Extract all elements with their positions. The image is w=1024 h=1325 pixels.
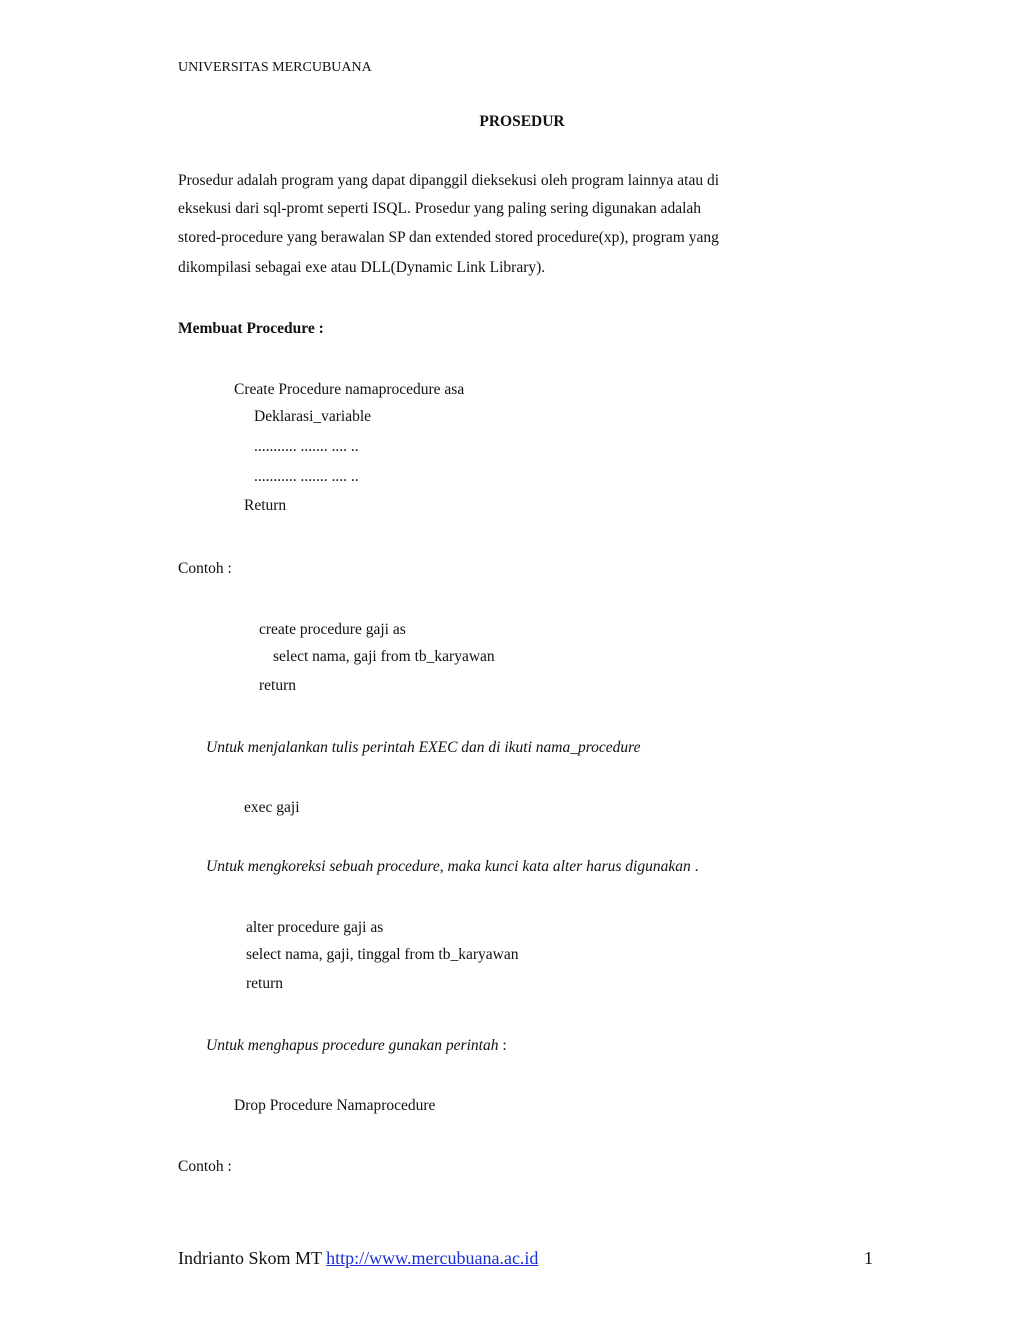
- syntax-line: Return: [244, 497, 287, 514]
- intro-line: dikompilasi sebagai exe atau DLL(Dynamic Link Library).: [178, 259, 546, 276]
- alter-note-text: Untuk mengkoreksi sebuah procedure, maka kunci kata alter harus digunakan: [206, 858, 691, 875]
- code-line: return: [259, 677, 297, 694]
- code-line: select nama, gaji from tb_karyawan: [273, 648, 495, 665]
- example-label: Contoh :: [178, 1158, 232, 1175]
- drop-code: Drop Procedure Namaprocedure: [234, 1097, 436, 1114]
- footer-author: Indrianto Skom MT: [178, 1248, 322, 1268]
- alter-note: [206, 859, 698, 875]
- syntax-line: ........... ....... .... ..: [254, 468, 359, 485]
- code-line: alter procedure gaji as: [246, 919, 384, 936]
- exec-code: exec gaji: [244, 799, 300, 816]
- page-number: 1: [864, 1248, 873, 1268]
- exec-note: Untuk menjalankan tulis perintah EXEC dan di ikuti nama_procedure: [206, 739, 641, 756]
- page-title: PROSEDUR: [479, 113, 565, 130]
- syntax-line: ........... ....... .... ..: [254, 438, 359, 455]
- drop-note-text: Untuk menghapus procedure gunakan perintah: [206, 1037, 499, 1054]
- page-footer: [178, 1249, 538, 1267]
- code-line: create procedure gaji as: [259, 621, 406, 638]
- code-line: select nama, gaji, tinggal from tb_karyawan: [246, 946, 519, 963]
- section-heading-create: Membuat Procedure :: [178, 320, 324, 337]
- intro-line: stored-procedure yang berawalan SP dan extended stored procedure(xp), program yang: [178, 229, 719, 246]
- drop-note-tail: :: [498, 1037, 507, 1054]
- code-line: return: [246, 975, 284, 992]
- intro-line: Prosedur adalah program yang dapat dipanggil dieksekusi oleh program lainnya atau di: [178, 172, 720, 189]
- footer-url-link[interactable]: http://www.mercubuana.ac.id: [326, 1248, 539, 1268]
- alter-note-tail: .: [690, 858, 699, 875]
- example-label: Contoh :: [178, 560, 232, 577]
- syntax-line: Create Procedure namaprocedure asa: [234, 381, 465, 398]
- intro-line: eksekusi dari sql-promt seperti ISQL. Prosedur yang paling sering digunakan adalah: [178, 200, 702, 217]
- syntax-line: Deklarasi_variable: [254, 408, 372, 425]
- drop-note: [206, 1038, 507, 1054]
- page-header: UNIVERSITAS MERCUBUANA: [178, 60, 372, 75]
